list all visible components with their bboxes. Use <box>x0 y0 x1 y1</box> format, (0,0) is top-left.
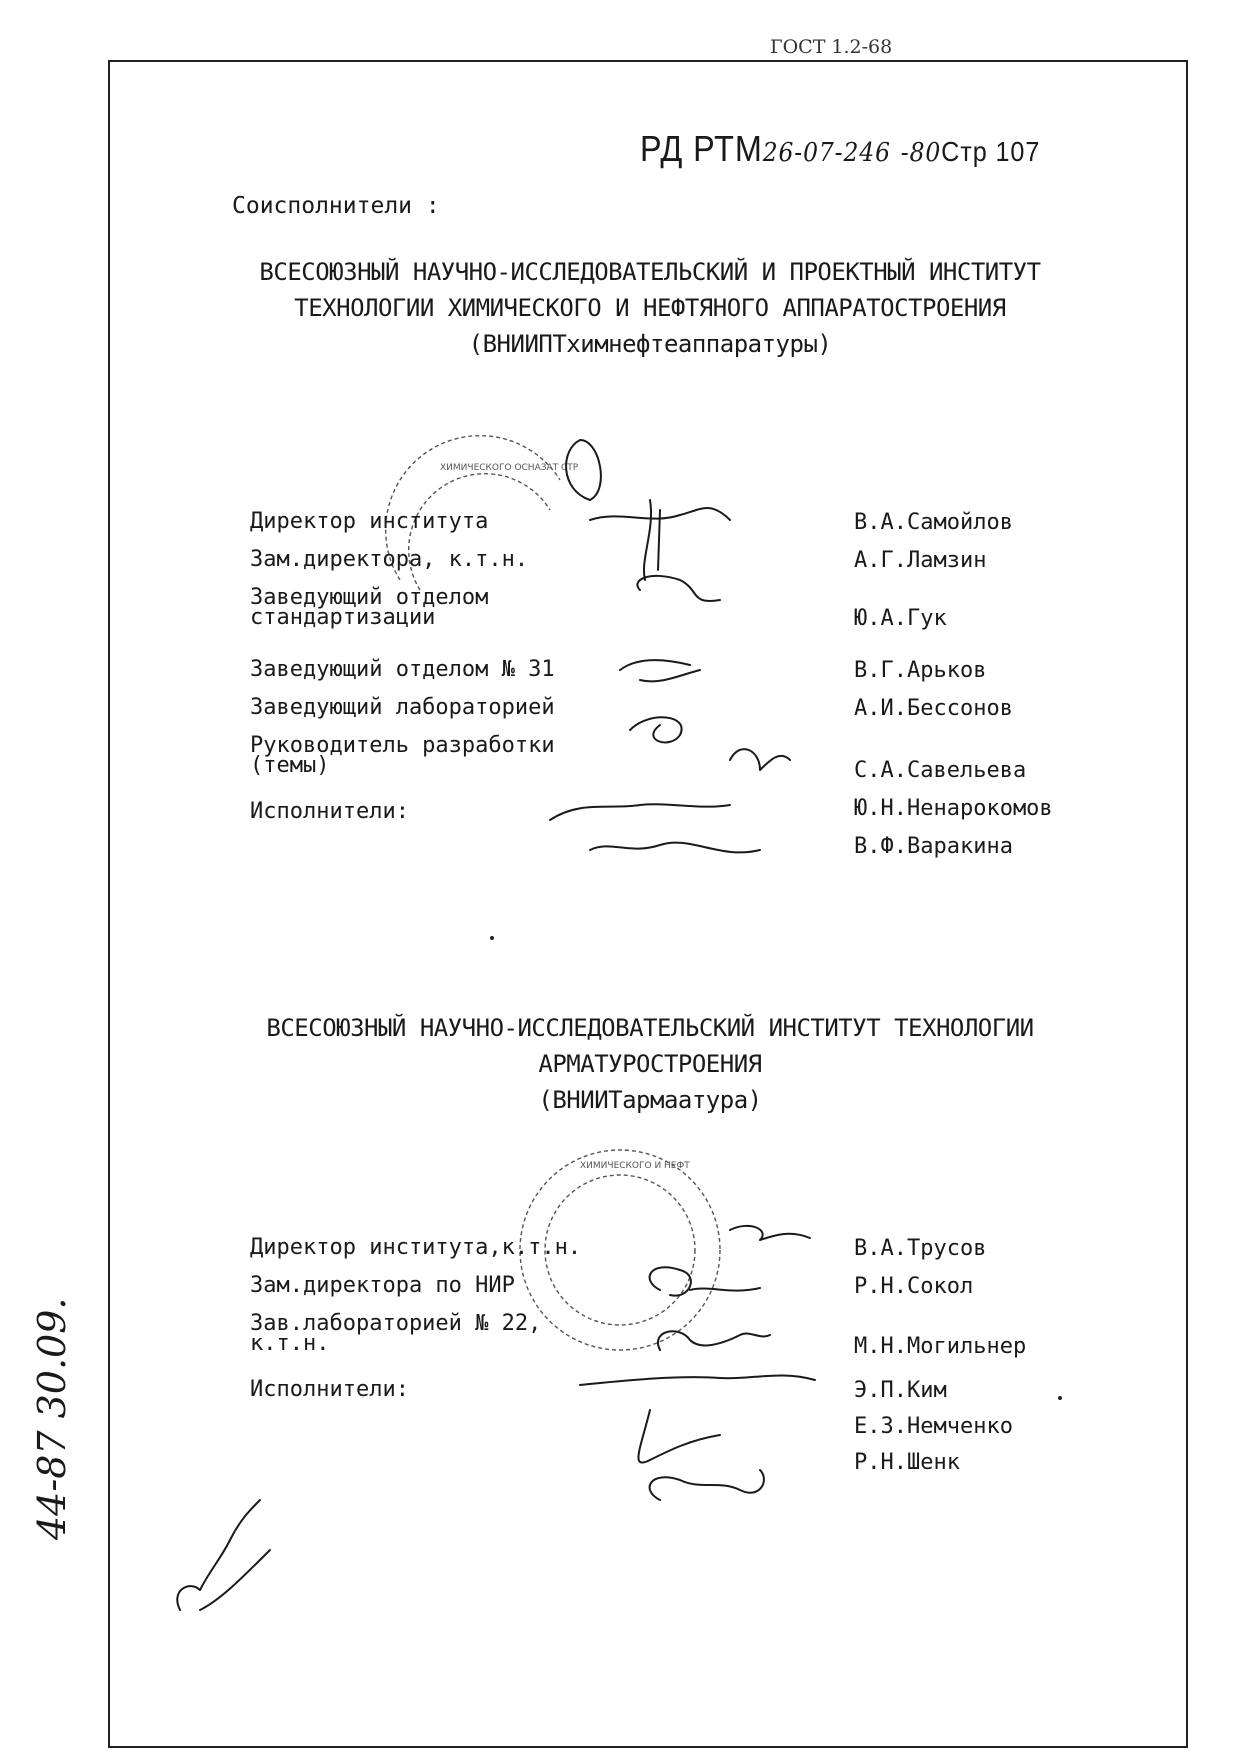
org1-role-1: Зам.директора, к.т.н. <box>250 547 529 572</box>
document-number <box>640 128 1040 170</box>
org1-role-5b: (темы) <box>250 753 330 778</box>
org1-line3: (ВНИИПТхимнефтеаппаратуры) <box>468 330 832 358</box>
org2-role-0: Директор института,к.т.н. <box>250 1235 582 1260</box>
org1-name-0: В.А.Самойлов <box>854 510 1013 535</box>
doc-year: -80 <box>900 138 942 168</box>
org1-line2: ТЕХНОЛОГИИ ХИМИЧЕСКОГО И НЕФТЯНОГО АППАРАТОСТРОЕНИЯ <box>294 294 1006 322</box>
org2-name-2: М.Н.Могильнер <box>854 1334 1027 1359</box>
org1-name-2: Ю.А.Гук <box>854 606 947 631</box>
org1-name-7: В.Ф.Варакина <box>854 834 1013 859</box>
org1-role-2b: стандартизации <box>250 605 436 630</box>
org2-role-2: Зав.лабораторией № 22, <box>250 1311 542 1336</box>
org2-title <box>150 1010 1150 1118</box>
gost-reference: ГОСТ 1.2-68 <box>770 36 893 58</box>
org2-stamp-text: ХИМИЧЕСКОГО И НЕФТ <box>580 1161 690 1171</box>
org1-stamp-text: ХИМИЧЕСКОГО ОСНАЗАТ СТР <box>440 463 579 473</box>
doc-number: 26-07-246 <box>762 138 891 168</box>
org1-role-6: Исполнители: <box>250 799 409 824</box>
org1-role-3: Заведующий отделом № 31 <box>250 657 555 682</box>
org2-line2: АРМАТУРОСТРОЕНИЯ <box>538 1050 762 1078</box>
org1-title <box>150 254 1150 362</box>
org1-name-3: В.Г.Арьков <box>854 658 987 683</box>
org2-name-5: Р.Н.Шенк <box>854 1450 960 1475</box>
org1-line1: ВСЕСОЮЗНЫЙ НАУЧНО-ИССЛЕДОВАТЕЛЬСКИЙ И ПРОЕКТНЫЙ ИНСТИТУТ <box>259 258 1041 286</box>
org2-name-0: В.А.Трусов <box>854 1236 987 1261</box>
org2-name-4: Е.З.Немченко <box>854 1414 1013 1439</box>
org1-name-6: Ю.Н.Ненарокомов <box>854 796 1053 821</box>
org2-line1: ВСЕСОЮЗНЫЙ НАУЧНО-ИССЛЕДОВАТЕЛЬСКИЙ ИНСТИТУТ ТЕХНОЛОГИИ <box>266 1014 1034 1042</box>
org1-role-4: Заведующий лабораторией <box>250 695 555 720</box>
org1-role-2: Заведующий отделом <box>250 585 489 610</box>
org2-signatures <box>570 1200 850 1500</box>
org1-name-1: А.Г.Ламзин <box>854 548 987 573</box>
org1-name-4: А.И.Бессонов <box>854 696 1013 721</box>
org2-role-1: Зам.директора по НИР <box>250 1273 515 1298</box>
org2-name-3: Э.П.Ким <box>854 1378 947 1403</box>
scan-speck <box>490 936 494 940</box>
org2-role-2b: к.т.н. <box>250 1331 330 1356</box>
org1-role-5: Руководитель разработки <box>250 733 555 758</box>
doc-prefix: РД РТМ <box>640 128 763 169</box>
org1-name-5: С.А.Савельева <box>854 758 1027 783</box>
scan-speck-2 <box>1058 1396 1062 1400</box>
margin-note: 44-87 30.09. <box>30 1297 74 1540</box>
coexecutors-label: Соисполнители : <box>232 193 440 219</box>
org1-signatures <box>530 430 830 870</box>
margin-signature <box>160 1480 280 1630</box>
org2-role-3: Исполнители: <box>250 1377 409 1402</box>
org2-line3: (ВНИИТармаатура) <box>538 1086 762 1114</box>
org2-name-1: Р.Н.Сокол <box>854 1274 974 1299</box>
org1-role-0: Директор института <box>250 509 489 534</box>
page-label: Стр 107 <box>941 136 1041 167</box>
